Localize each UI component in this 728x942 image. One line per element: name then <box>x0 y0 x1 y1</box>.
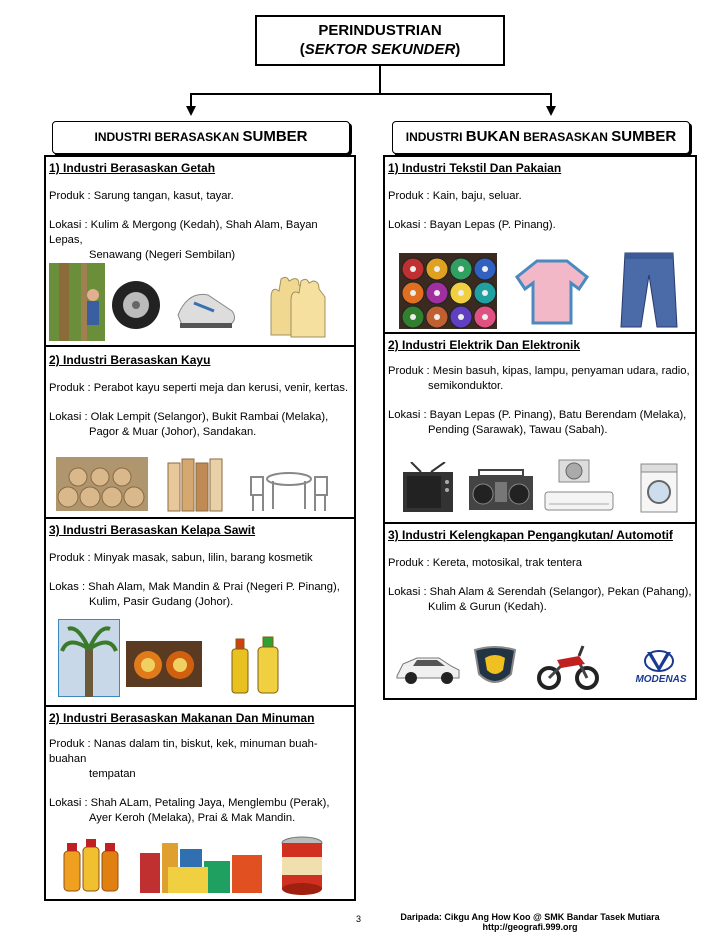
right-column <box>383 155 697 700</box>
jeans-icon <box>617 251 681 329</box>
lokasi-text: Lokasi : Shah ALam, Petaling Jaya, Menglembu (Perak), <box>49 797 330 809</box>
lokasi-text-cont: Ayer Keroh (Melaka), Prai & Mak Mandin. <box>89 812 296 824</box>
section-title: 2) Industri Berasaskan Kayu <box>49 353 211 367</box>
section-title: 2) Industri Elektrik Dan Elektronik <box>388 338 581 352</box>
image-strip <box>385 634 695 712</box>
section-title: 1) Industri Berasaskan Getah <box>49 161 216 175</box>
page-number: 3 <box>356 914 362 924</box>
radio-icon <box>467 468 535 512</box>
lokasi-text-cont: Kulim & Gurun (Kedah). <box>428 601 547 613</box>
tv-icon <box>401 462 455 514</box>
car-icon <box>393 648 463 688</box>
image-strip <box>46 829 354 907</box>
section-tekstil <box>385 157 695 332</box>
left-heading: INDUSTRI BERASASKAN SUMBER <box>52 121 350 154</box>
image-strip <box>46 619 354 697</box>
fabric-rolls-icon <box>399 253 497 329</box>
shoe-icon <box>174 285 240 331</box>
groceries-icon <box>138 833 264 895</box>
tyre-icon <box>110 275 162 335</box>
planks-icon <box>164 457 230 513</box>
palm-fruit-icon <box>126 641 202 687</box>
produk-text-cont: tempatan <box>89 768 136 780</box>
section-kayu <box>46 345 354 519</box>
section-getah <box>46 157 354 345</box>
oil-bottles-icon <box>224 633 290 695</box>
section-title: 2) Industri Berasaskan Makanan Dan Minuman <box>49 711 315 725</box>
lokasi-text: Lokasi : Bayan Lepas (P. Pinang). <box>388 219 556 231</box>
produk-text: Produk : Nanas dalam tin, biskut, kek, minuman buah-buahan <box>49 738 318 765</box>
lokasi-text-cont: Pending (Sarawak), Tawau (Sabah). <box>428 424 608 436</box>
lokasi-text: Lokas : Shah Alam, Mak Mandin & Prai (Negeri P. Pinang), <box>49 581 340 593</box>
modenas-logo-icon <box>629 648 693 684</box>
sweater-icon <box>515 257 589 327</box>
produk-text: Produk : Perabot kayu seperti meja dan kerusi, venir, kertas. <box>49 382 349 394</box>
lokasi-text: Lokasi : Bayan Lepas (P. Pinang), Batu Berendam (Melaka), <box>388 409 687 421</box>
lokasi-text-cont: Senawang (Negeri Sembilan) <box>89 249 236 261</box>
right-heading: INDUSTRI BUKAN BERASASKAN SUMBER <box>392 121 690 154</box>
page-title <box>255 15 505 66</box>
footer-credit-line1: Daripada: Cikgu Ang How Koo @ SMK Bandar Tasek Mutiara <box>400 912 660 922</box>
produk-text-cont: semikonduktor. <box>428 380 504 392</box>
lokasi-text-cont: Kulim, Pasir Gudang (Johor). <box>89 596 234 608</box>
canned-food-icon <box>280 835 324 895</box>
produk-text: Produk : Minyak masak, sabun, lilin, barang kosmetik <box>49 552 313 564</box>
proton-logo-icon <box>471 644 519 690</box>
section-makanan <box>46 705 354 905</box>
juice-bottles-icon <box>62 837 120 893</box>
left-column <box>44 155 356 901</box>
connector-vertical <box>379 66 381 94</box>
arrow-right-icon <box>546 106 556 116</box>
footer-credit <box>380 912 680 932</box>
title-line1: PERINDUSTRIAN <box>318 22 442 39</box>
produk-text: Produk : Kain, baju, seluar. <box>388 190 522 202</box>
motorcycle-icon <box>535 642 601 690</box>
glove-icon <box>261 275 331 339</box>
section-title: 3) Industri Kelengkapan Pengangkutan/ Automotif <box>388 528 673 542</box>
section-title: 3) Industri Berasaskan Kelapa Sawit <box>49 523 256 537</box>
image-strip <box>385 251 695 329</box>
section-title: 1) Industri Tekstil Dan Pakaian <box>388 161 562 175</box>
produk-text: Produk : Mesin basuh, kipas, lampu, penyaman udara, radio, <box>388 365 690 377</box>
section-kelapa-sawit <box>46 517 354 707</box>
footer-credit-line2: http://geografi.999.org <box>482 922 578 932</box>
connector-left <box>190 93 192 107</box>
modenas-logo-text: MODENAS <box>635 674 687 684</box>
arrow-left-icon <box>186 106 196 116</box>
lokasi-text: Lokasi : Shah Alam & Serendah (Selangor), Pekan (Pahang), <box>388 586 692 598</box>
rubber-tapping-icon <box>49 263 105 341</box>
connector-right <box>550 93 552 107</box>
table-chairs-icon <box>249 457 329 513</box>
title-line2: (SEKTOR SEKUNDER) <box>299 41 461 58</box>
washing-machine-icon <box>639 462 679 514</box>
produk-text: Produk : Kereta, motosikal, trak tentera <box>388 557 583 569</box>
connector-horizontal <box>190 93 552 95</box>
section-automotif <box>385 522 695 704</box>
lokasi-text: Lokasi : Olak Lempit (Selangor), Bukit Rambai (Melaka), <box>49 411 329 423</box>
section-elektrik <box>385 332 695 524</box>
lokasi-text: Lokasi : Kulim & Mergong (Kedah), Shah Alam, Bayan Lepas, <box>49 219 318 246</box>
air-conditioner-icon <box>543 458 615 514</box>
logs-icon <box>56 457 148 511</box>
lokasi-text-cont: Pagor & Muar (Johor), Sandakan. <box>89 426 257 438</box>
palm-tree-icon <box>58 619 120 697</box>
image-strip <box>46 263 354 341</box>
produk-text: Produk : Sarung tangan, kasut, tayar. <box>49 190 234 202</box>
